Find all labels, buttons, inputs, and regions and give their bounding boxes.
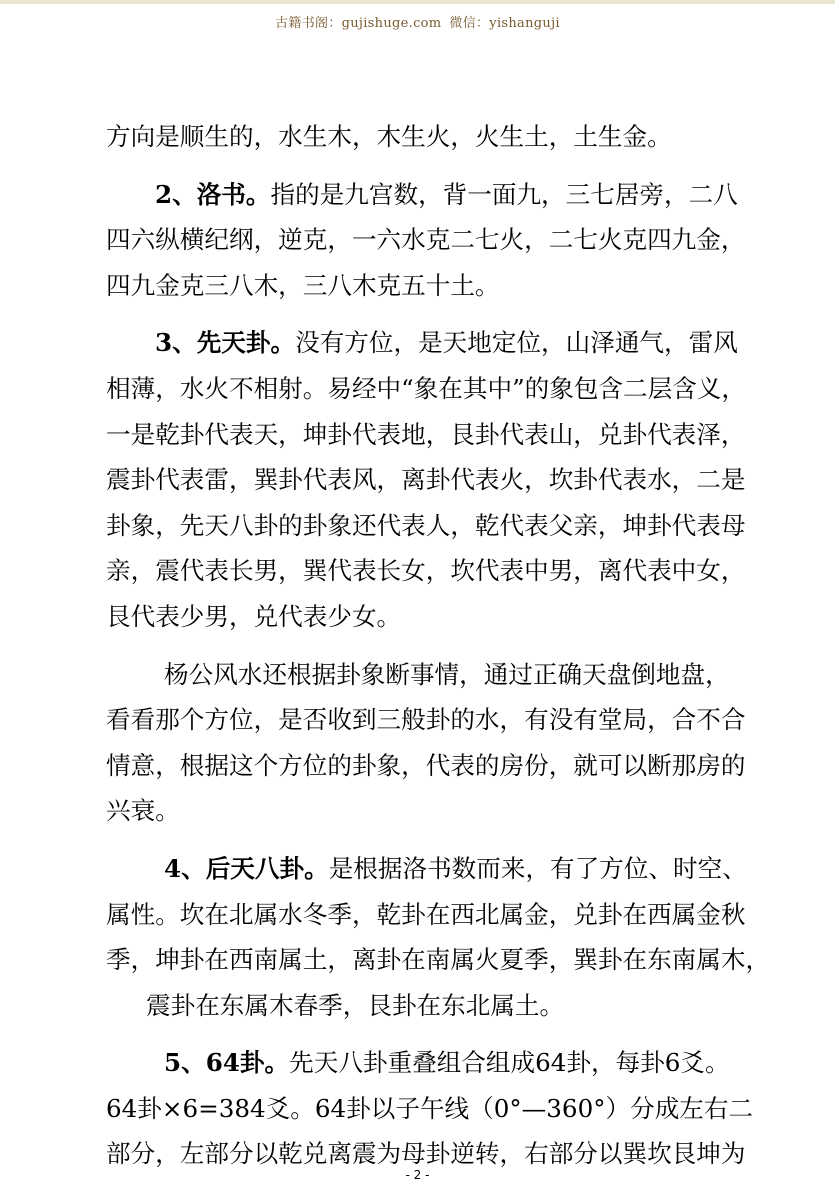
section-heading-64gua: 5、64卦。 [164,1048,290,1078]
p5-line-3: 季，坤卦在西南属土，离卦在南属火夏季，巽卦在东南属木， [106,945,771,975]
p4-line-2: 看看那个方位，是否收到三般卦的水，有没有堂局，合不合 [106,705,746,735]
site-label: 古籍书阁：gujishuge.com [275,16,442,31]
p6-line-1-text: 先天八卦重叠组合组成64卦，每卦6爻。 [289,1048,730,1078]
p5-line-2: 属性。坎在北属水冬季，乾卦在西北属金，兑卦在西属金秋 [106,899,746,929]
p5-line-4: 震卦在东属木春季，艮卦在东北属土。 [146,990,565,1020]
p1-line-1: 方向是顺生的，水生木，木生火，火生土，土生金。 [106,122,672,151]
p3-line-3: 一是乾卦代表天，坤卦代表地，艮卦代表山，兑卦代表泽， [106,419,746,449]
p3-line-6: 亲，震代表长男，巽代表长女，坎代表中男，离代表中女， [106,556,746,586]
page-body [106,114,771,1177]
page-number: - 2 - [405,1168,430,1182]
p6-line-3: 部分，左部分以乾兑离震为母卦逆转，右部分以巽坎艮坤为 [106,1139,746,1169]
p4-line-4: 兴衰。 [106,796,180,826]
p3-line-1-text: 没有方位，是天地定位，山泽通气，雷风 [295,328,738,358]
p3-line-4: 震卦代表雷，巽卦代表风，离卦代表火，坎卦代表水，二是 [106,465,746,495]
p2-line-3: 四九金克三八木，三八木克五十土。 [106,270,500,300]
p5-line-1-text: 是根据洛书数而来，有了方位、时空、 [328,853,747,883]
p6-line-1 [106,1040,732,1086]
section-heading-luoshu: 2、洛书。 [155,179,271,209]
top-border-rule [0,0,835,4]
p3-line-1 [106,320,738,366]
section-heading-houtian: 4、后天八卦。 [164,853,329,883]
p3-line-5: 卦象，先天八卦的卦象还代表人，乾代表父亲，坤卦代表母 [106,510,746,540]
wechat-label: 微信：yishanguji [449,16,560,31]
p5-line-1 [106,846,747,892]
p4-line-3: 情意，根据这个方位的卦象，代表的房份，就可以断那房的 [106,750,746,780]
p3-line-7: 艮代表少男，兑代表少女。 [106,601,402,631]
page-header [0,12,835,31]
p6-line-2: 64卦×6=384爻。64卦以子午线（0°—360°）分成左右二 [106,1093,754,1123]
p4-line-1: 杨公风水还根据卦象断事情，通过正确天盘倒地盘， [164,659,730,689]
p2-line-2: 四六纵横纪纲，逆克，一六水克二七火，二七火克四九金， [106,225,746,255]
p2-line-1 [106,172,738,218]
p3-line-2: 相薄，水火不相射。易经中“象在其中”的象包含二层含义， [106,373,746,403]
p2-line-1-text: 指的是九宫数，背一面九，三七居旁，二八 [270,179,738,209]
section-heading-xiantian: 3、先天卦。 [155,328,296,358]
